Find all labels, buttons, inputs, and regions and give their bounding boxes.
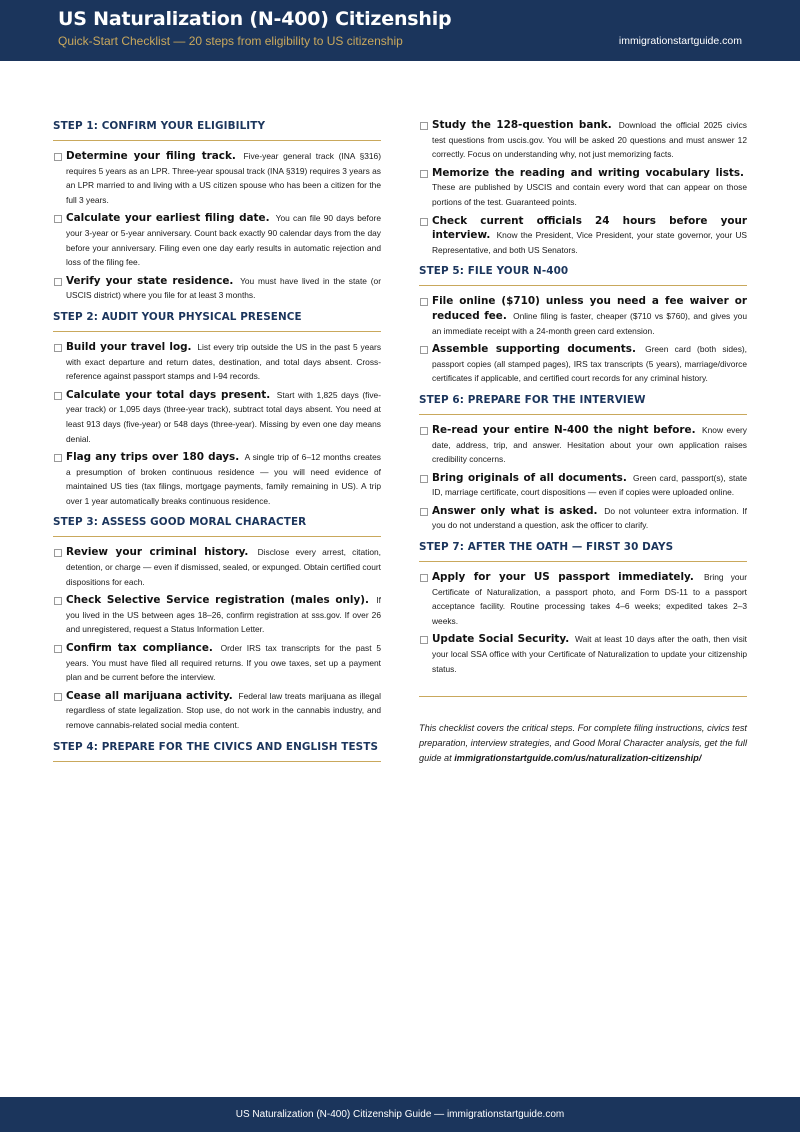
item-text: Know the President, Vice President, your state governor, your US Representative, and both US Senators. (432, 230, 747, 255)
step-5 (419, 263, 747, 386)
section-divider (53, 140, 381, 141)
item-text: Start with 1,825 days (five-year track) or 1,095 days (three-year track), subtract total days absent. You need at least 913 days (five-year) or 548 days (three-year). Missing by even one day means denial. (66, 389, 381, 444)
left-column (53, 118, 381, 770)
checklist-item (53, 149, 381, 207)
item-title: Verify your state residence. (66, 274, 234, 287)
item-text: If you lived in the US between ages 18–26, confirm registration at sss.gov. If over 26 and unregistered, request a Status Information Letter. (66, 595, 381, 635)
checklist-item (53, 388, 381, 446)
page-subtitle: Quick-Start Checklist — 20 steps from eligibility to US citizenship (58, 34, 403, 48)
checkbox[interactable] (54, 693, 62, 701)
item-text: Know every date, address, trip, and answer. Hesitation about your own application raises credibility concerns. (432, 424, 747, 465)
checkbox[interactable] (54, 549, 62, 557)
item-title: Check current officials 24 hours before your interview. (432, 214, 747, 242)
item-title: Review your criminal history. (66, 546, 249, 559)
checklist-item (53, 641, 381, 685)
step-3 (53, 514, 381, 732)
checklist-item (53, 340, 381, 384)
checklist-item (53, 450, 381, 508)
item-text: Federal law treats marijuana as illegal regardless of state legalization. Stop use, do not work in the cannabis industry, and remove cannabis-related social media content. (66, 690, 381, 730)
step-title: STEP 3: ASSESS GOOD MORAL CHARACTER (53, 516, 307, 529)
item-text: A single trip of 6–12 months creates a presumption of broken continuous residence — you will need evidence of maintained US ties (tax filings, mortgage payments, family remaining in US). A trip over 1 year automatically breaks continuous residence. (66, 452, 381, 506)
item-title: Memorize the reading and writing vocabulary lists. (432, 166, 744, 179)
item-title: File online ($710) unless you need a fee waiver or reduced fee. (432, 295, 747, 322)
item-text: You can file 90 days before your 3-year or 5-year anniversary. Count back exactly 90 calendar days from the day before your anniversary. Filing even one day early results in automatic rejection and loss of the filing fee. (66, 213, 381, 268)
note-text: This checklist covers the critical steps. For complete filing instructions, civics test preparation, interview strategies, and Good Moral Character analysis, get the full guide at (419, 723, 747, 763)
checkbox[interactable] (420, 298, 428, 306)
closing-divider (419, 696, 747, 697)
section-divider (419, 414, 747, 415)
checkbox[interactable] (54, 454, 62, 462)
checklist-item (419, 570, 747, 628)
item-text: Disclose every arrest, citation, detention, or charge — even if dismissed, sealed, or expunged. Obtain certified court dispositions for each. (66, 547, 381, 587)
page-title: US Naturalization (N-400) Citizenship (58, 8, 452, 30)
checklist-item (419, 423, 747, 467)
item-title: Assemble supporting documents. (432, 343, 636, 356)
checkbox[interactable] (420, 346, 428, 354)
footer-text: US Naturalization (N-400) Citizenship Guide — immigrationstartguide.com (235, 1109, 565, 1120)
section-divider (53, 761, 381, 762)
checklist-item (419, 294, 747, 338)
footer-banner (0, 1097, 800, 1132)
step-6 (419, 392, 747, 533)
item-title: Re-read your entire N-400 the night before. (432, 423, 696, 436)
checklist-item (419, 214, 747, 258)
checkbox[interactable] (54, 645, 62, 653)
section-divider (419, 285, 747, 286)
item-title: Apply for your US passport immediately. (432, 571, 694, 584)
section-divider (419, 561, 747, 562)
checkbox[interactable] (54, 344, 62, 352)
item-title: Build your travel log. (66, 340, 192, 353)
checkbox[interactable] (420, 475, 428, 483)
checklist-item (419, 632, 747, 676)
item-title: Determine your filing track. (66, 150, 236, 162)
checkbox[interactable] (420, 636, 428, 644)
step-1 (53, 118, 381, 303)
item-title: Update Social Security. (432, 633, 570, 646)
checkbox[interactable] (54, 392, 62, 400)
step-2 (53, 309, 381, 509)
item-text: Bring your Certificate of Naturalization, a passport photo, and Form DS-11 to a passport acceptance facility. Routine processing takes 4–6 weeks; expedited takes 2–3 weeks. (432, 572, 747, 626)
item-title: Flag any trips over 180 days. (66, 451, 240, 464)
item-text: Do not volunteer extra information. If you do not understand a question, ask the officer to clarify. (432, 505, 748, 531)
item-text: Green card (both sides), passport copies (all stamped pages), IRS tax transcripts (5 years), marriage/divorce certificates if applicable, and certified court records for any criminal history. (432, 344, 748, 384)
item-title: Confirm tax compliance. (66, 642, 213, 655)
checkbox[interactable] (420, 427, 428, 435)
item-text: Green card, passport(s), state ID, marriage certificate, court dispositions — even if copies were uploaded online. (432, 472, 748, 498)
checklist-item (53, 274, 381, 303)
step-title: STEP 5: FILE YOUR N-400 (419, 265, 569, 278)
item-text: Online filing is faster, cheaper ($710 vs $760), and gives you an immediate receipt with a 24-month green card extension. (432, 310, 747, 336)
guide-link[interactable]: immigrationstartguide.com/us/naturalization-citizenship/ (454, 752, 702, 763)
section-divider (53, 331, 381, 332)
step-4-heading (53, 739, 381, 762)
item-text: You must have lived in the state (or USCIS district) where you file for at least 3 months. (66, 275, 381, 301)
checklist-item (53, 689, 381, 733)
item-title: Check Selective Service registration (males only). (66, 594, 369, 607)
item-text: These are published by USCIS and contain every word that can appear on those portions of the test. Guaranteed points. (432, 182, 747, 207)
checkbox[interactable] (54, 597, 62, 605)
item-text: Wait at least 10 days after the oath, then visit your local SSA office with your Certificate of Naturalization to update your citizenship status. (432, 634, 748, 674)
item-title: Bring originals of all documents. (432, 471, 627, 484)
checklist-item (419, 118, 747, 162)
checkbox[interactable] (420, 508, 428, 516)
checkbox[interactable] (420, 218, 428, 226)
checkbox[interactable] (420, 574, 428, 582)
step-4-items (419, 118, 747, 257)
item-title: Answer only what is asked. (432, 504, 598, 517)
step-title: STEP 7: AFTER THE OATH — FIRST 30 DAYS (419, 541, 674, 554)
checklist-item (419, 166, 747, 210)
item-text: List every trip outside the US in the past 5 years with exact departure and return dates, destination, and total days absent. Cross-reference against passport stamps and I-94 records. (66, 341, 382, 382)
checklist-item (53, 211, 381, 269)
checkbox[interactable] (54, 215, 62, 223)
section-divider (53, 536, 381, 537)
step-title: STEP 2: AUDIT YOUR PHYSICAL PRESENCE (53, 310, 302, 323)
checkbox[interactable] (54, 153, 62, 161)
step-7 (419, 539, 747, 676)
step-title: STEP 1: CONFIRM YOUR ELIGIBILITY (53, 120, 266, 132)
right-column (419, 118, 747, 766)
checkbox[interactable] (54, 278, 62, 286)
item-title: Calculate your total days present. (66, 388, 271, 401)
item-title: Calculate your earliest filing date. (66, 212, 270, 225)
item-title: Cease all marijuana activity. (66, 689, 233, 702)
step-title: STEP 6: PREPARE FOR THE INTERVIEW (419, 393, 646, 406)
checklist-item (419, 504, 747, 533)
checklist-item (419, 471, 747, 500)
checklist-item (419, 342, 747, 386)
header-site-link[interactable]: immigrationstartguide.com (618, 35, 742, 47)
header-banner (0, 0, 800, 61)
checklist-item (53, 593, 381, 637)
item-text: Download the official 2025 civics test questions from uscis.gov. You will be asked 20 questions and must answer 12 correctly. Focus on understanding why, not just memorizing facts. (432, 120, 747, 160)
item-text: Order IRS tax transcripts for the past 5 years. You must have filed all required returns. If you owe taxes, set up a payment plan and be current before the interview. (66, 643, 381, 683)
step-title: STEP 4: PREPARE FOR THE CIVICS AND ENGLISH TESTS (53, 740, 379, 753)
checklist-item (53, 545, 381, 589)
item-title: Study the 128-question bank. (432, 119, 612, 131)
item-text: Five-year general track (INA §316) requires 5 years as an LPR. Three-year spousal track (INA §319) requires 3 years as an LPR married to and living with a US citizen spouse who has been a citizen for the full 3 years. (66, 151, 381, 205)
checkbox[interactable] (420, 170, 428, 178)
guide-note (419, 721, 747, 765)
checkbox[interactable] (420, 122, 428, 130)
